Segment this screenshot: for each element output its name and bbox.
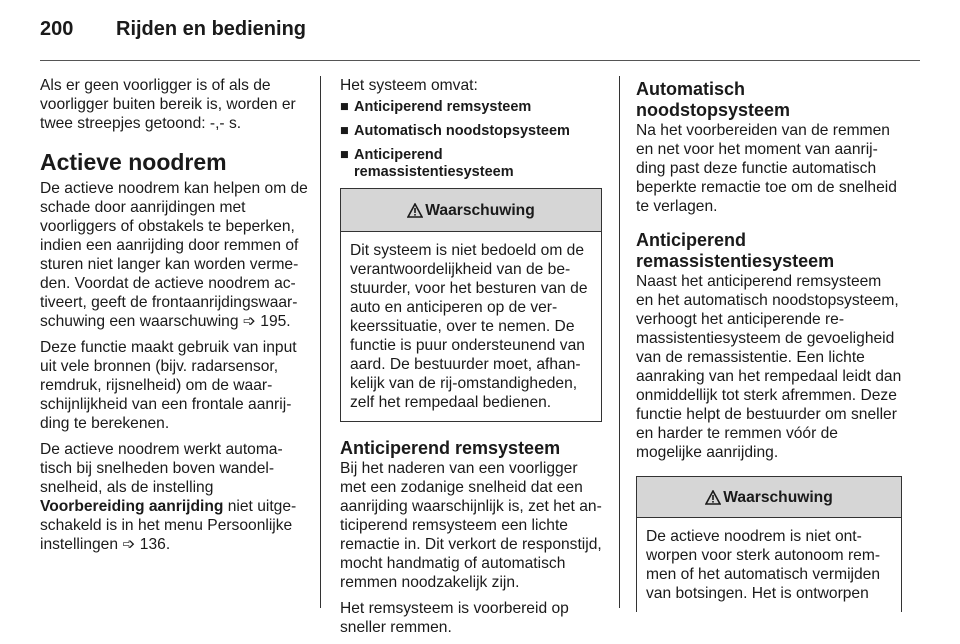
- warning-box: [636, 476, 902, 612]
- paragraph: Bij het naderen van een voorligger met een zodanige snelheid dat een aanrijding waarschijnlijk is, zet het anticiperend remsysteem een lichte remactie in. Dit verkort de responstijd, mocht handmatig of automatisch remmen noodzakelijk zijn.: [340, 460, 602, 591]
- page-ref-icon: ➩: [242, 313, 256, 330]
- paragraph: Naast het anticiperend remsysteem en het automatisch noodstopsysteem, verhoogt het anticiperende remassistentiesysteem de gevoeligheid van de remassistentie. Een lichte aanraking van het rempedaal leidt dan onmiddellijk tot sterk afremmen. Deze functie helpt de bestuurder om sneller en harder te remmen vóór de mogelijke aanrijding.: [636, 273, 902, 461]
- column-divider: [619, 76, 620, 608]
- page-number: 200: [40, 18, 74, 40]
- warning-header: [637, 477, 901, 518]
- warning-text: De actieve noodrem is niet ontworpen voor sterk autonoom remmen of het automatisch vermijden van botsingen. Het is ontworpen: [646, 528, 881, 602]
- page-ref-link[interactable]: 195.: [260, 313, 291, 330]
- column-divider: [320, 76, 321, 608]
- bullet-icon: ■: [340, 123, 349, 139]
- page-ref-icon: ➩: [122, 536, 136, 553]
- warning-header: [341, 189, 601, 232]
- paragraph: De actieve noodrem werkt automatisch bij snelheden boven wandelsnelheid, als de instelling Voorbereiding aanrijding niet uitgeschakeld is in het menu Persoonlijke instellingen ➩ 136.: [40, 441, 297, 553]
- header-rule: [40, 60, 920, 61]
- section-heading: Actieve noodrem: [40, 149, 227, 175]
- column-3: [636, 76, 902, 612]
- chapter-title: Rijden en bediening: [116, 18, 307, 40]
- setting-name: Voorbereiding aanrijding: [40, 498, 224, 515]
- section-heading: Automatisch noodstopsysteem: [636, 79, 791, 120]
- paragraph: Als er geen voorligger is of als de voorligger buiten bereik is, worden er twee streepjes getoond: -,- s.: [40, 77, 296, 132]
- list-item: ■ Anticiperend remsysteem: [340, 99, 532, 115]
- paragraph: De actieve noodrem kan helpen om de schade door aanrijdingen met voorliggers of obstakels te beperken, indien een aanrijding door remmen of sturen niet langer kan worden vermeden. Voordat de actieve noodrem activeert, geeft de frontaanrijdingswaarschuwing een waarschuwing ➩ 195.: [40, 180, 308, 330]
- warning-title: Waarschuwing: [723, 488, 833, 506]
- warning-triangle-icon: [705, 490, 721, 505]
- paragraph: Deze functie maakt gebruik van input uit vele bronnen (bijv. radarsensor, remdruk, rijsnelheid) om de waarschijnlijkheid van een frontale aanrijding te berekenen.: [40, 339, 297, 432]
- page-header: [40, 18, 920, 48]
- warning-text: Dit systeem is niet bedoeld om de verantwoordelijkheid van de bestuurder, voor het besturen van de auto en anticiperen op de verkeerssituatie, over te nemen. De functie is puur ondersteunend van aard. De bestuurder moet, afhankelijk van de rij-omstandigheden, zelf het rempedaal bedienen.: [350, 242, 588, 411]
- column-2: [340, 76, 602, 644]
- section-heading: Anticiperend remassistentiesysteem: [636, 230, 835, 271]
- paragraph: Het systeem omvat:: [340, 77, 478, 94]
- list-item: ■ Anticiperend remassistentiesysteem: [340, 147, 514, 180]
- list-item: ■ Automatisch noodstopsysteem: [340, 123, 570, 139]
- warning-title: Waarschuwing: [425, 201, 535, 219]
- warning-triangle-icon: [407, 203, 423, 218]
- paragraph: Na het voorbereiden van de remmen en net voor het moment van aanrijding past deze functie automatisch beperkte remactie toe om de snelheid te verlagen.: [636, 122, 897, 215]
- bullet-icon: ■: [340, 99, 349, 115]
- section-heading: Anticiperend remsysteem: [340, 438, 561, 458]
- paragraph: Het remsysteem is voorbereid op sneller remmen.: [340, 600, 569, 636]
- warning-box: [340, 188, 602, 422]
- column-1: [40, 76, 308, 561]
- bullet-icon: ■: [340, 147, 349, 163]
- page-ref-link[interactable]: 136.: [139, 536, 171, 553]
- feature-list: [340, 99, 602, 181]
